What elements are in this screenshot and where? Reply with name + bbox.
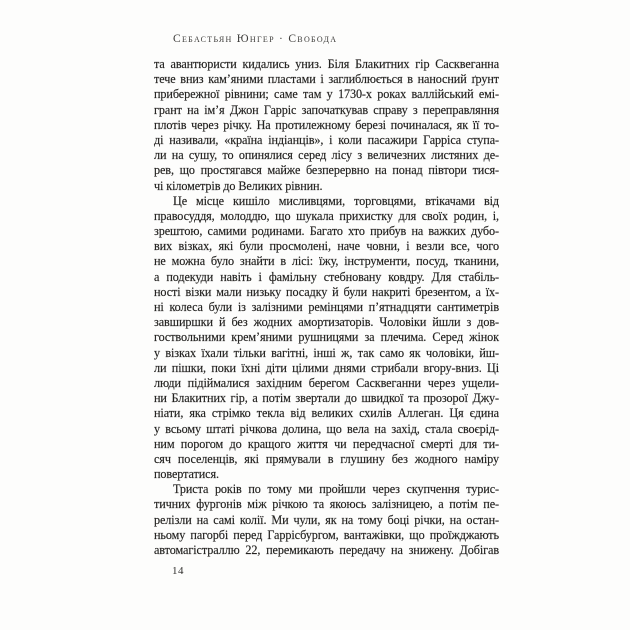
- text-line: сяч поселенців, які прямували в глушину без жодного наміру: [154, 451, 499, 466]
- text-block: [154, 57, 499, 558]
- text-line: тече вниз кам’яними пластами і заглиблюється в наносний ґрунт: [154, 72, 499, 87]
- text-line: плотів через річку. На протилежному березі починалася, як її то-: [154, 117, 499, 132]
- text-line: вих візках, які були просмолені, наче човни, і везли все, чого: [154, 239, 499, 254]
- text-line: ності візки мали низьку посадку й були накриті брезентом, а їх-: [154, 284, 499, 299]
- text-line: у всьому штаті річкова долина, що вела на захід, стала своєрід-: [154, 421, 499, 436]
- text-line: ли на сушу, то опинялися серед лісу з величезних листяних де-: [154, 148, 499, 163]
- running-header: Себастьян Юнгер · Свобода: [173, 33, 338, 45]
- text-line: тичних фургонів між річкою та якоюсь залізницею, а потім пе-: [154, 497, 499, 512]
- text-line: ньому пагорбі перед Гаррісбургом, вантажівки, що проїжджають: [154, 527, 499, 542]
- text-line: зрештою, самими родинами. Багато хто прибув на важких дубо-: [154, 224, 499, 239]
- text-line: повертатися.: [154, 467, 219, 482]
- text-line: у візках їхали тільки вагітні, інші ж, так само як чоловіки, йш-: [154, 345, 499, 360]
- text-line: не можна було знайти в лісі: їжу, інструменти, посуд, тканини,: [154, 254, 499, 269]
- text-line: ні колеса були із залізними ремінцями п’ятнадцяти сантиметрів: [154, 300, 499, 314]
- text-line: завширшки й без жодних амортизаторів. Чоловіки йшли з дов-: [154, 315, 499, 330]
- text-line: ді називали, «країна індіанців», і коли пасажири Гарріса ступа-: [154, 132, 499, 147]
- text-line: люди підіймалися західним берегом Сасквеганни через ущели-: [154, 375, 499, 390]
- text-line: та авантюристи кидались униз. Біля Блакитних гір Сасквеганна: [154, 57, 499, 71]
- text-line: правосуддя, молоддю, що шукала прихистку для своїх родин, і,: [154, 208, 499, 223]
- text-line: прибережної рівнини; саме там у 1730-х роках валлійський емі-: [154, 87, 499, 102]
- text-line: Це місце кишіло мисливцями, торговцями, втікачами від: [173, 193, 499, 208]
- text-line: ли пішки, поки їхні діти цілими днями стрибали вгору-вниз. Ці: [154, 360, 499, 375]
- text-line: чі кілометрів до Великих рівнин.: [154, 178, 323, 193]
- text-line: ніати, яка стрімко текла від великих схилів Аллеган. Ця єдина: [154, 406, 499, 421]
- text-line: ним порогом до кращого життя чи передчасної смерті для ти-: [154, 436, 499, 451]
- text-line: рев, що простягався майже безперервно на понад півтори тися-: [154, 163, 499, 178]
- text-line: Триста років по тому ми пройшли через скупчення турис-: [173, 482, 499, 497]
- text-line: автомагістраллю 22, перемикають передачу на знижену. Добігав: [154, 543, 499, 557]
- text-line: а подекуди навіть і фамільну стебновану ковдру. Для стабіль-: [154, 269, 499, 284]
- text-line: грант на ім’я Джон Гарріс започаткував справу з переправляння: [154, 102, 499, 117]
- text-line: гоствольними крем’яними рушницями за плечима. Серед жінок: [154, 330, 499, 345]
- text-line: релізли на самі колії. Ми чули, як на тому боці річки, на остан-: [154, 512, 499, 527]
- text-line: ни Блакитних гір, а потім звертали до швидкої та прозорої Джу-: [154, 391, 499, 406]
- page-number: 14: [172, 565, 184, 577]
